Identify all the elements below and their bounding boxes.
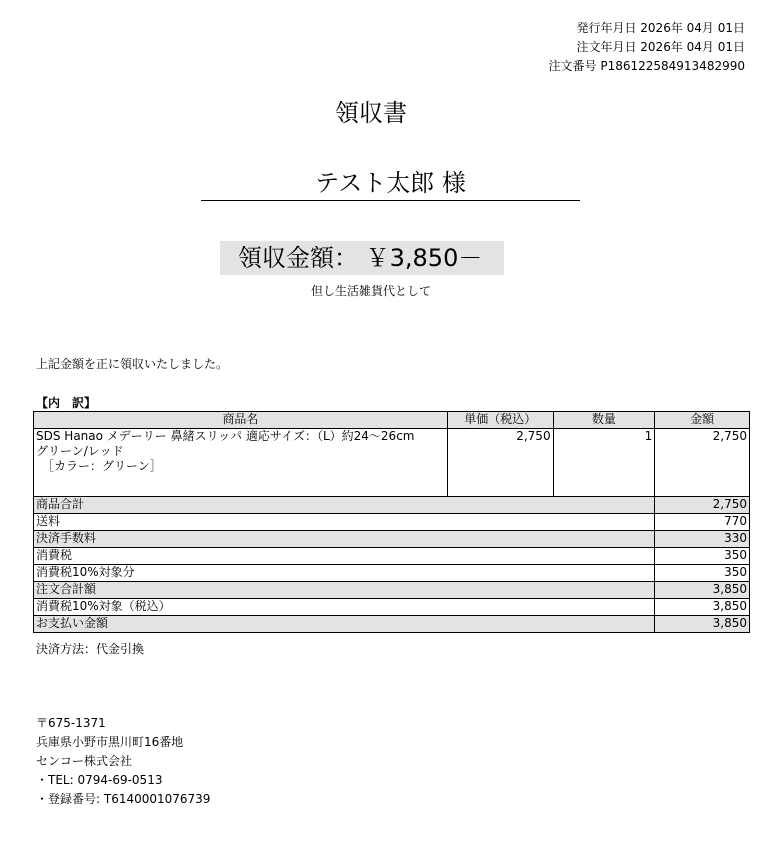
breakdown-label: 【内 訳】 — [36, 396, 97, 410]
company-tel: ・TEL: 0794-69-0513 — [36, 773, 163, 787]
table-row — [34, 429, 750, 497]
summary-value: 350 — [655, 565, 750, 582]
amount-note: 但し生活雑貨代として — [310, 284, 431, 298]
summary-label: 消費税10%対象（税込） — [34, 599, 655, 616]
summary-label: 商品合計 — [34, 497, 655, 514]
summary-label: 送料 — [34, 514, 655, 531]
header-quantity: 数量 — [553, 412, 655, 429]
summary-row — [34, 616, 750, 633]
summary-label: 消費税10%対象分 — [34, 565, 655, 582]
amount-label: 領収金額 — [238, 244, 334, 272]
amount-value: ： ￥3,850－ — [334, 244, 483, 272]
amount-box — [220, 241, 504, 275]
order-date: 注文年月日 2026年 04月 01日 — [576, 40, 745, 54]
summary-row — [34, 565, 750, 582]
summary-value: 770 — [655, 514, 750, 531]
payment-method: 決済方法：代金引換 — [36, 642, 145, 656]
company-name: センコー株式会社 — [36, 754, 133, 768]
summary-value: 3,850 — [655, 599, 750, 616]
summary-row — [34, 514, 750, 531]
product-cell — [34, 429, 448, 497]
company-info — [36, 714, 210, 809]
document-title: 領収書 — [335, 99, 407, 127]
summary-row — [34, 531, 750, 548]
summary-value: 2,750 — [655, 497, 750, 514]
summary-label: お支払い金額 — [34, 616, 655, 633]
summary-row — [34, 548, 750, 565]
product-name: SDS Hanao メデーリー 鼻緒スリッパ 適応サイズ：（L）約24～26cm — [36, 429, 415, 443]
issue-date: 発行年月日 2026年 04月 01日 — [576, 21, 745, 35]
product-color: ［カラー：グリーン］ — [36, 459, 162, 473]
summary-value: 350 — [655, 548, 750, 565]
header-unit-price: 単価（税込） — [447, 412, 553, 429]
quantity: 1 — [553, 429, 655, 497]
items-table — [33, 411, 750, 633]
summary-label: 注文合計額 — [34, 582, 655, 599]
summary-value: 3,850 — [655, 582, 750, 599]
product-variant: グリーン/レッド — [36, 444, 124, 458]
summary-value: 3,850 — [655, 616, 750, 633]
summary-row — [34, 599, 750, 616]
order-number: 注文番号 P186122584913482990 — [548, 59, 745, 73]
company-address: 兵庫県小野市黒川町16番地 — [36, 735, 184, 749]
summary-label: 決済手数料 — [34, 531, 655, 548]
header-amount: 金額 — [655, 412, 750, 429]
unit-price: 2,750 — [447, 429, 553, 497]
header-meta — [549, 19, 745, 76]
summary-value: 330 — [655, 531, 750, 548]
company-registration: ・登録番号: T6140001076739 — [36, 792, 211, 806]
table-header-row — [34, 412, 750, 429]
summary-row — [34, 582, 750, 599]
summary-label: 消費税 — [34, 548, 655, 565]
summary-row — [34, 497, 750, 514]
company-postal: 〒675-1371 — [36, 716, 106, 730]
header-product: 商品名 — [34, 412, 448, 429]
customer-name: テスト太郎 様 — [201, 168, 580, 201]
received-text: 上記金額を正に領収いたしました。 — [36, 357, 229, 371]
line-amount: 2,750 — [655, 429, 750, 497]
